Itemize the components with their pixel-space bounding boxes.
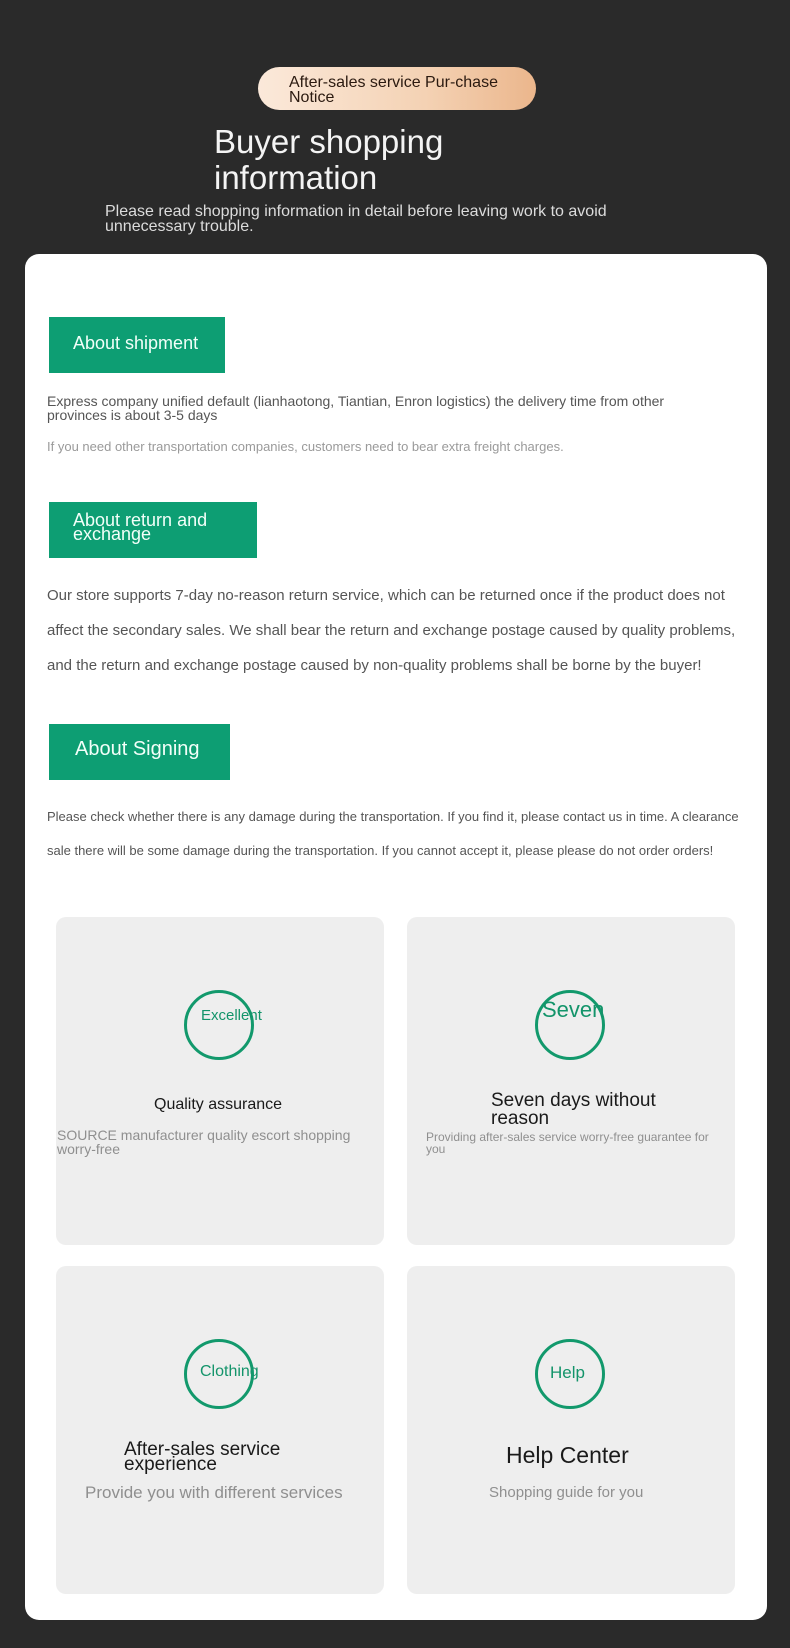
feature-subtitle: Provide you with different services	[85, 1483, 343, 1502]
feature-subtitle: Providing after-sales service worry-free guarantee for you	[426, 1130, 709, 1156]
about-signing-button[interactable]: About Signing	[49, 724, 230, 780]
page-subtitle: Please read shopping information in detail before leaving work to avoid unnecessary trouble.	[105, 203, 607, 235]
about-return-exchange-button[interactable]: About return and exchange	[49, 502, 257, 558]
feature-subtitle: SOURCE manufacturer quality escort shopping worry-free	[57, 1127, 351, 1157]
shipment-note: If you need other transportation companies, customers need to bear extra freight charges.	[47, 439, 564, 454]
feature-seven-days[interactable]	[407, 917, 735, 1245]
help-badge-icon	[535, 1339, 605, 1409]
shopping-info-card	[25, 254, 767, 1620]
feature-subtitle: Shopping guide for you	[489, 1484, 644, 1501]
return-exchange-text: Our store supports 7-day no-reason return service, which can be returned once if the product does not affect the secondary sales. We shall bear the return and exchange postage caused by quality problems, and the return and exchange postage caused by non-quality problems shall be borne by the buyer!	[47, 587, 736, 674]
feature-title: After-sales service experience	[124, 1439, 281, 1475]
seven-days-badge-label: Seven	[542, 997, 605, 1022]
feature-quality-assurance[interactable]	[56, 917, 384, 1245]
seven-days-badge-icon	[535, 990, 605, 1060]
help-badge-label: Help	[550, 1363, 585, 1382]
feature-after-sales-experience[interactable]	[56, 1266, 384, 1594]
feature-title: Quality assurance	[154, 1096, 283, 1113]
clothing-badge-icon	[184, 1339, 259, 1409]
page-title: Buyer shopping information	[214, 123, 444, 196]
feature-help-center[interactable]	[407, 1266, 735, 1594]
feature-title: Help Center	[506, 1442, 629, 1468]
after-sales-notice-badge: After-sales service Pur-chase Notice	[258, 67, 536, 110]
excellent-badge-label: Excellent	[201, 1007, 262, 1024]
shipment-text: Express company unified default (lianhaotong, Tiantian, Enron logistics) the delivery time from other provinces is about 3-5 days	[47, 393, 665, 423]
clothing-badge-label: Clothing	[200, 1363, 259, 1380]
about-shipment-button[interactable]: About shipment	[49, 317, 225, 373]
feature-title: Seven days without reason	[491, 1090, 656, 1129]
signing-text: Please check whether there is any damage during the transportation. If you find it, please contact us in time. A clearance sale there will be some damage during the transportation. If you cannot accept it, please please do not order orders!	[47, 809, 739, 858]
excellent-badge-icon	[184, 990, 262, 1060]
